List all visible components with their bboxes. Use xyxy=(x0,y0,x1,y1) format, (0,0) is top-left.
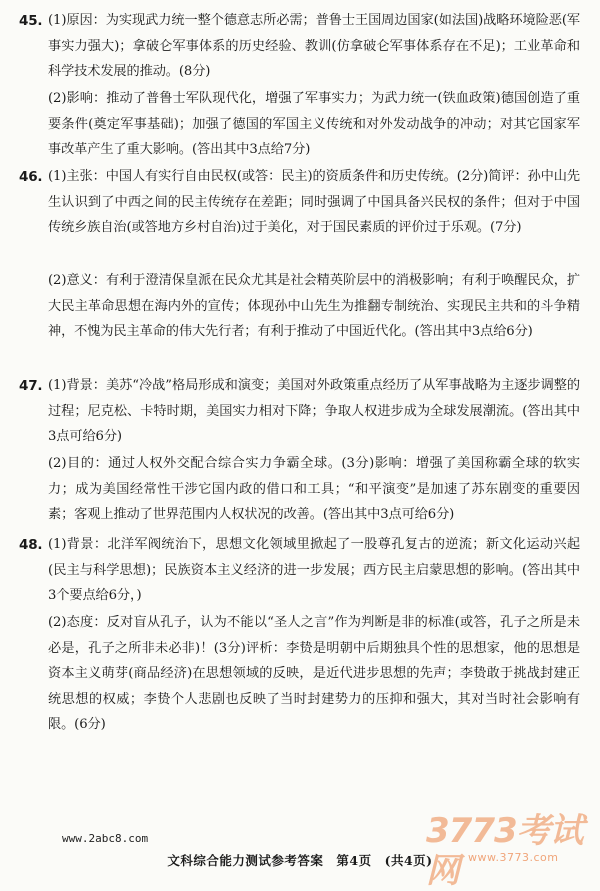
question-number: 47. xyxy=(19,378,43,394)
footer-url[interactable]: www.2abc8.com xyxy=(62,832,149,845)
watermark-url: www.3773.com xyxy=(468,851,559,864)
answer-part-1: (1)背景：北洋军阀统治下，思想文化领域里掀起了一股尊孔复古的逆流；新文化运动兴起(民主与科学思想)；民族资本主义经济的进一步发展；西方民主启蒙思想的影响。(答出其中3个要点给6分，) xyxy=(48,537,580,604)
footer-page-title: 文科综合能力测试参考答案 第4页 (共4页) xyxy=(167,853,433,868)
question-number: 48. xyxy=(19,537,43,553)
watermark-logo: 3773考试网 xyxy=(426,811,583,891)
answer-part-2: (2)影响：推动了普鲁士军队现代化，增强了军事实力；为武力统一(铁血政策)德国创造了重要条件(奠定军事基础)；加强了德国的军国主义传统和对外发动战争的冲动；对其它国家军事改革产生了重大影响。(答出其中3点给7分) xyxy=(48,91,580,158)
answer-part-2: (2)目的：通过人权外交配合综合实力争霸全球。(3分)影响：增强了美国称霸全球的软实力；成为美国经常性干涉它国内政的借口和工具；“和平演变”是加速了苏东剧变的重要因素；客观上推动了世界范围内人权状况的改善。(答出其中3点可给6分) xyxy=(48,456,580,523)
answer-part-1: (1)背景：美苏“冷战”格局形成和演变；美国对外政策重点经历了从军事战略为主逐步调整的过程；尼克松、卡特时期，美国实力相对下降；争取人权进步成为全球发展潮流。(答出其中3点可给6分) xyxy=(48,378,580,445)
answer-part-1: (1)主张：中国人有实行自由民权(或答：民主)的资质条件和历史传统。(2分)简评：孙中山先生认识到了中西之间的民主传统存在差距；同时强调了中国具备兴民权的条件；但对于中国传统乡族自治(或答地方乡村自治)过于美化，对于国民素质的评价过于乐观。(7分) xyxy=(48,169,580,236)
answer-part-2: (2)态度：反对盲从孔子，认为不能以“圣人之言”作为判断是非的标准(或答，孔子之所是未必是，孔子之所非未必非)！(3分)评析：李贽是明朝中后期独具个性的思想家，他的思想是资本主义萌芽(商品经济)在思想领域的反映，是近代进步思想的先声；李贽敢于挑战封建正统思想的权威；李贽个人悲剧也反映了当时封建势力的压抑和强大，其对当时社会影响有限。(6分) xyxy=(48,615,580,733)
question-number: 45. xyxy=(19,13,43,29)
answer-part-1: (1)原因：为实现武力统一整个德意志所必需；普鲁士王国周边国家(如法国)战略环境险恶(军事实力强大)；拿破仑军事体系的历史经验、教训(仿拿破仑军事体系存在不足)；工业革命和科学技术发展的推动。(8分) xyxy=(48,13,580,80)
question-number: 46. xyxy=(19,169,43,185)
answer-part-2: (2)意义：有利于澄清保皇派在民众尤其是社会精英阶层中的消极影响；有利于唤醒民众，扩大民主革命思想在海内外的宣传；体现孙中山先生为推翻专制统治、实现民主共和的斗争精神，不愧为民主革命的伟大先行者；有利于推动了中国近代化。(答出其中3点给6分) xyxy=(48,273,580,340)
